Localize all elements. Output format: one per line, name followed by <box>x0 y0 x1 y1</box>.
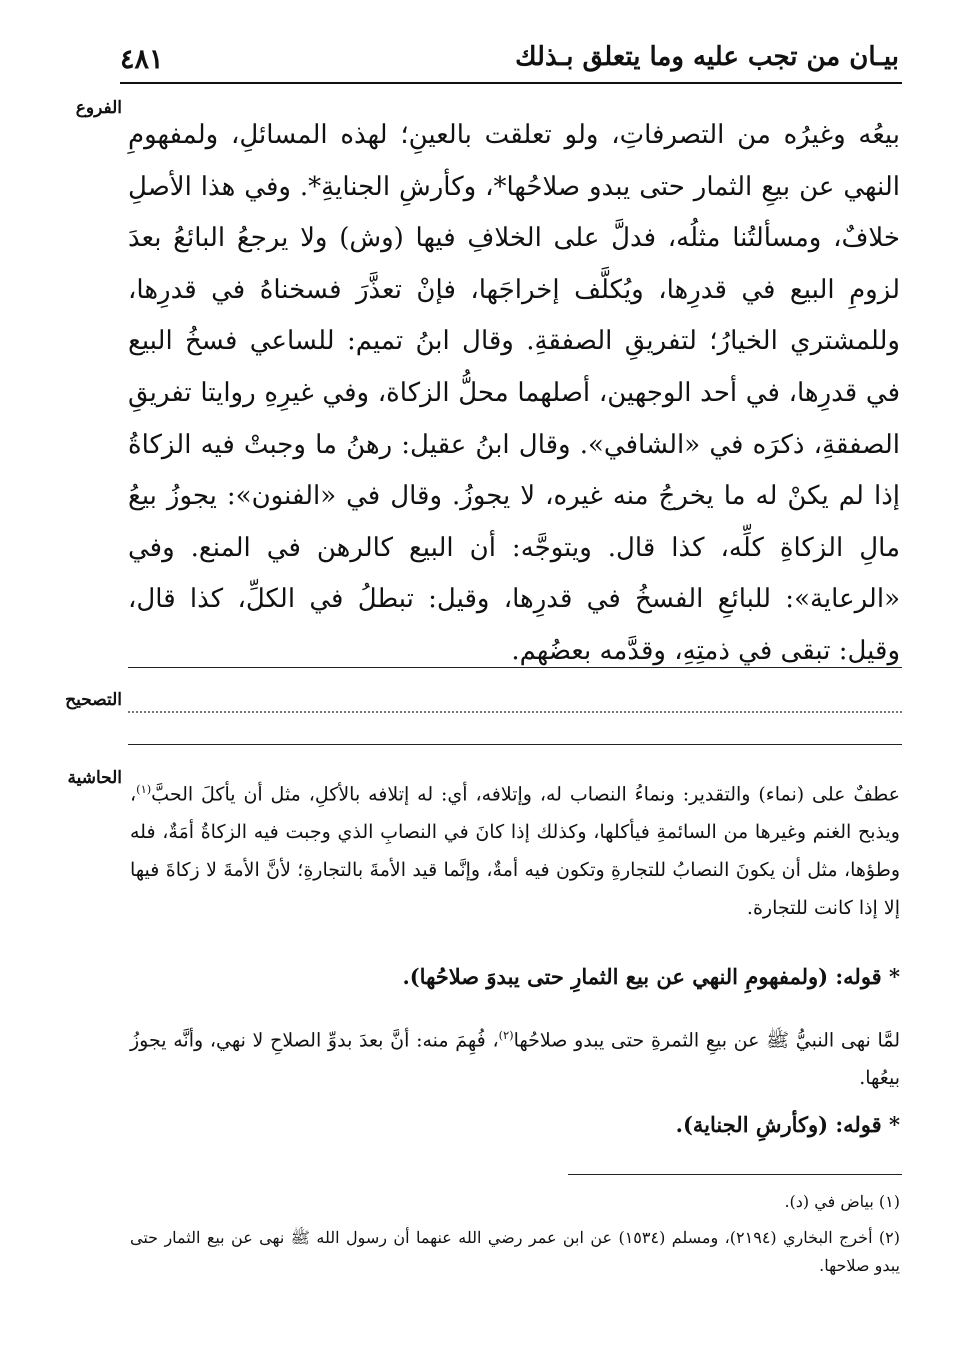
footnote-ref-1[interactable]: (١) <box>136 782 152 796</box>
commentary-1-text-b: ، ويذبح الغنم وغيرها من السائمةِ فيأكلها، وكذلك إذا كانَ في النصابِ الذي وجبت فيه الزكاةُ أمَةٌ، فله وطؤها، مثل أن يكونَ النصابُ للتجارةِ وتكون فيه أمةٌ، وإنَّما قيد الأمةَ بالتجارةِ؛ لأنَّ الأمةَ لا زكاةَ فيها إلا إذا كانت للتجارة. <box>130 783 900 920</box>
running-title: بيـان من تجب عليه وما يتعلق بـذلك <box>515 42 899 72</box>
commentary-2-text-a: لمَّا نهى النبيُّ ﷺ عن بيعِ الثمرةِ حتى يبدو صلاحُها <box>513 1029 901 1052</box>
commentary-2-text-b: ، فُهِمَ منه: أنَّ بعدَ بدوِّ الصلاحِ لا نهي، وأنَّه يجوزُ بيعُها. <box>130 1029 900 1090</box>
margin-label-tashih: التصحيح <box>65 690 122 710</box>
main-paragraph: بيعُه وغيرُه من التصرفاتِ، ولو تعلقت بالعينِ؛ لهذه المسائلِ، ولمفهومِ النهي عن بيعِ الثمار حتى يبدو صلاحُها*، وكأرشِ الجنايةِ*. وفي هذا الأصلِ خلافٌ، ومسألتُنا مثلُه، فدلَّ على الخلافِ فيها (وش) ولا يرجعُ البائعُ بعدَ لزومِ البيع في قدرِها، ويُكلَّف إخراجَها، فإنْ تعذَّرَ فسخناهُ في قدرِها، وللمشتري الخيارُ؛ لتفريقِ الصفقةِ. وقال ابنُ تميم: للساعي فسخُ البيع في قدرِها، في أحد الوجهين، أصلهما محلُّ الزكاة، وفي غيرِهِ روايتا تفريقِ الصفقةِ، ذكرَه في «الشافي». وقال ابنُ عقيل: رهنُ ما وجبتْ فيه الزكاةُ إذا لم يكنْ له ما يخرجُ منه غيره، لا يجوزُ. وقال في «الفنون»: يجوزُ بيعُ مالِ الزكاةِ كلِّه، كذا قال. ويتوجَّه: أن البيع كالرهن في المنع. وفي «الرعاية»: للبائعِ الفسخُ في قدرِها، وقيل: تبطلُ في الكلِّ، كذا قال، وقيل: تبقى في ذمتِهِ، وقدَّمه بعضُهم. <box>128 120 900 666</box>
commentary-paragraph-1 <box>130 770 900 927</box>
quote-heading-2: * قوله: (وكأرشِ الجناية). <box>675 1112 900 1137</box>
main-text-section <box>128 110 900 678</box>
margin-label-furu: الفروع <box>75 98 122 118</box>
page-number: ٤٨١ <box>120 44 164 75</box>
footnote-ref-2[interactable]: (٢) <box>498 1028 514 1042</box>
quote-heading-1: * قوله: (ولمفهومِ النهي عن بيع الثمارِ حتى يبدوَ صلاحُها). <box>402 964 900 989</box>
footnote-1-text: (١) بياض في (د). <box>784 1192 900 1211</box>
commentary-paragraph-2 <box>130 1016 900 1097</box>
tashih-dotted-line <box>128 711 902 713</box>
footnote-1 <box>130 1188 900 1216</box>
footnote-2 <box>130 1224 900 1280</box>
section-divider-bottom <box>128 744 902 745</box>
commentary-1-text-a: عطفٌ على (نماء) والتقدير: ونماءُ النصاب له، وإتلافه، أي: له إتلافه بالأكلِ، مثل أن يأكلَ الحبَّ <box>151 783 900 806</box>
footnote-separator <box>568 1174 902 1175</box>
section-divider-top <box>128 667 902 668</box>
footnote-2-text: (٢) أخرج البخاري (٢١٩٤)، ومسلم (١٥٣٤) عن ابن عمر رضي الله عنهما أن رسول الله ﷺ نهى عن بيع الثمار حتى يبدو صلاحها. <box>130 1228 900 1275</box>
header-rule <box>120 82 902 84</box>
margin-label-hashiya: الحاشية <box>67 768 122 788</box>
